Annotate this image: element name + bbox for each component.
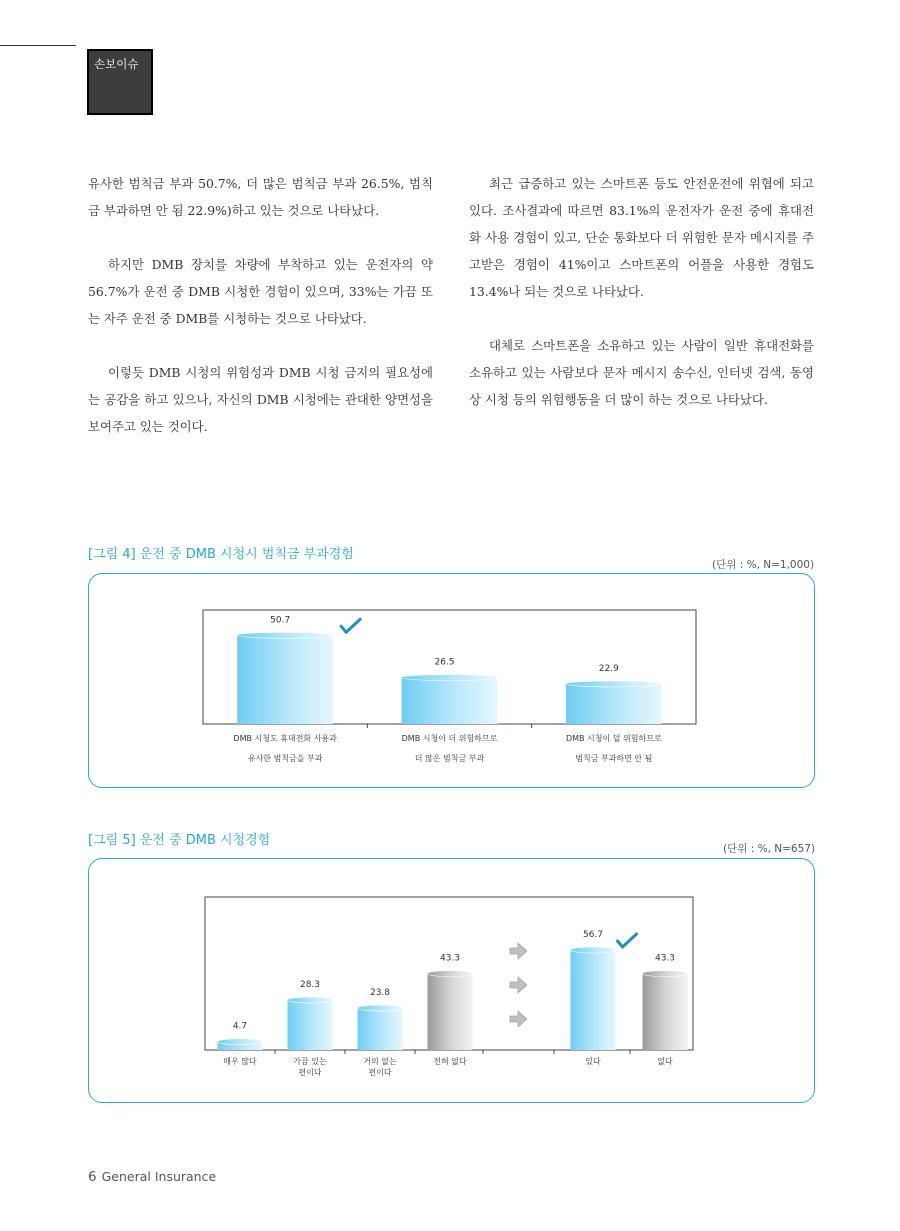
data-label: 23.8 [369, 988, 391, 999]
paragraph: 대체로 스마트폰을 소유하고 있는 사람이 일반 휴대전화를 소유하고 있는 사람보다 문자 메시지 송수신, 인터넷 검색, 동영상 시청 등의 위험행동을 더 많이 하는 것으로 나타났다. [469, 338, 814, 407]
section-tag-label: 손보이슈 [94, 57, 139, 71]
footer [88, 1169, 216, 1185]
right-column [469, 170, 814, 440]
data-label: 56.7 [582, 930, 604, 940]
data-label: 43.3 [439, 953, 461, 964]
data-label: 43.3 [654, 953, 676, 964]
data-label: 26.5 [434, 657, 455, 668]
paragraph: 이렇듯 DMB 시청의 위험성과 DMB 시청 금지의 필요성에는 공감을 하고 있으나, 자신의 DMB 시청에는 관대한 양면성을 보여주고 있는 것이다. [88, 365, 433, 434]
bar [237, 632, 333, 724]
category-label: 유사한 범칙금을 부과 [247, 754, 323, 763]
category-label: 전혀 없다 [433, 1057, 467, 1066]
category-label: DMB 시청이 덜 위험하므로 [565, 734, 662, 743]
data-label: 4.7 [232, 1021, 248, 1032]
category-label: DMB 시청도 휴대전화 사용과 [233, 734, 337, 743]
arrow-right-icon [510, 977, 527, 993]
category-label: 편이다 [298, 1068, 322, 1077]
check-icon [341, 619, 360, 632]
paragraph: 최근 급증하고 있는 스마트폰 등도 안전운전에 위협에 되고 있다. 조사결과에 따르면 83.1%의 운전자가 운전 중에 휴대전화 사용 경험이 있고, 단순 통화보다 더 위험한 문자 메시지를 주고받은 경험이 41%이고 스마트폰의 어플을 사용한 경험도 13.4%나 되는 것으로 나타났다. [469, 176, 814, 299]
figure5-title: [그림 5] 운전 중 DMB 시청경험 [88, 833, 271, 848]
category-label: 있다 [585, 1057, 601, 1066]
figure4-panel [88, 573, 815, 788]
left-column [88, 170, 433, 467]
category-label: 더 많은 범칙금 부과 [414, 754, 485, 763]
category-label: 가끔 있는 [293, 1057, 327, 1066]
figure4-title: [그림 4] 운전 중 DMB 시청시 범칙금 부과경험 [88, 547, 354, 562]
magazine-name: General Insurance [101, 1169, 217, 1184]
category-label: 거의 없는 [363, 1057, 397, 1066]
category-label: 없다 [657, 1057, 673, 1066]
arrow-right-icon [510, 943, 527, 959]
bar [643, 971, 688, 1050]
paragraph: 하지만 DMB 장치를 차량에 부착하고 있는 운전자의 약 56.7%가 운전 중 DMB 시청한 경험이 있으며, 33%는 가끔 또는 자주 운전 중 DMB를 시청하는 것으로 나타났다. [88, 257, 433, 326]
bar [428, 971, 473, 1050]
figure4-chart [89, 574, 816, 789]
arrow-right-icon [510, 1011, 527, 1027]
bar [566, 681, 662, 724]
data-label: 50.7 [270, 615, 291, 626]
category-label: 편이다 [368, 1068, 392, 1077]
figure4-unit: (단위 : %, N=1,000) [712, 559, 815, 571]
page-number: 6 [88, 1169, 97, 1185]
category-label: 범칙금 부과하면 안 됨 [575, 754, 653, 763]
header-rule [0, 45, 76, 46]
bar [571, 947, 616, 1050]
figure5-panel [88, 858, 815, 1103]
category-label: 매우 많다 [223, 1057, 257, 1066]
data-label: 28.3 [299, 980, 321, 991]
figure5-chart [89, 859, 816, 1104]
section-tag [87, 49, 153, 115]
category-label: DMB 시청이 더 위험하므로 [401, 734, 498, 743]
bar [288, 997, 333, 1050]
bar [402, 675, 498, 724]
data-label: 22.9 [598, 663, 619, 674]
paragraph: 유사한 범칙금 부과 50.7%, 더 많은 범칙금 부과 26.5%, 범칙금 부과하면 안 됨 22.9%)하고 있는 것으로 나타났다. [88, 176, 433, 218]
check-icon [618, 934, 637, 947]
bar [358, 1005, 403, 1050]
bar [218, 1039, 263, 1050]
figure5-unit: (단위 : %, N=657) [723, 843, 816, 855]
